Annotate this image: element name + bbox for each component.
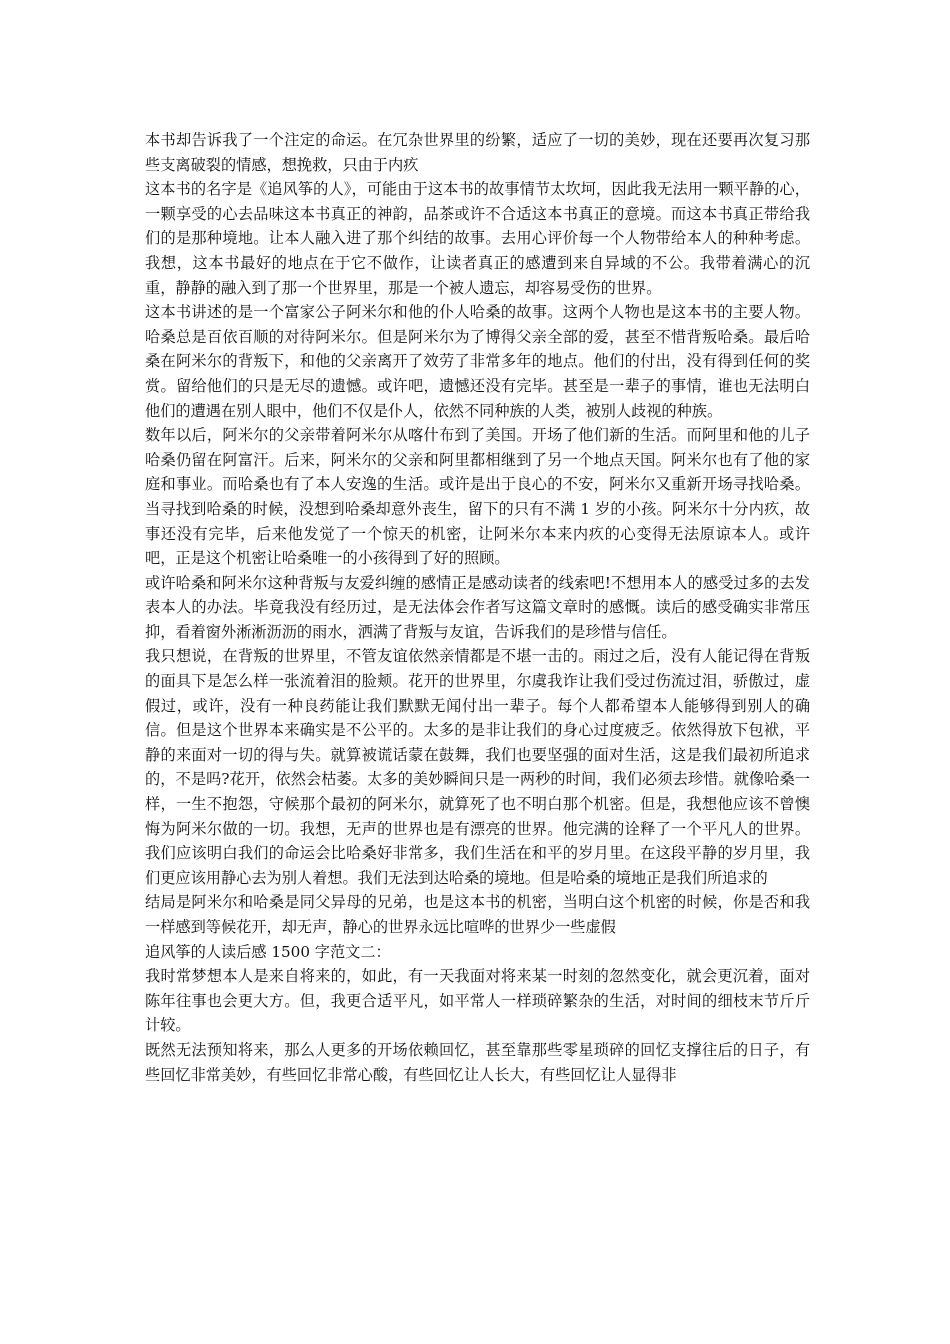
paragraph-1: 本书却告诉我了一个注定的命运。在冗杂世界里的纷繁，适应了一切的美妙，现在还要再次复习那些支离破裂的情感，想挽救，只由于内疚: [145, 131, 810, 174]
paragraph-2: 这本书的名字是《追风筝的人》，可能由于这本书的故事情节太坎坷，因此我无法用一颗平静的心，一颗享受的心去品味这本书真正的神韵，品茶或许不合适这本书真正的意境。而这本书真正带给我们的是那种境地。让本人融入进了那个纠结的故事。去用心评价每一个人物带给本人的种种考虑。我想，这本书最好的地点在于它不做作，让读者真正的感遭到来自异域的不公。我带着满心的沉重，静静的融入到了那一个世界里，那是一个被人遗忘，却容易受伤的世界。: [145, 180, 810, 297]
paragraph-4: 数年以后，阿米尔的父亲带着阿米尔从喀什布到了美国。开场了他们新的生活。而阿里和他的儿子哈桑仍留在阿富汗。后来，阿米尔的父亲和阿里都相继到了另一个地点天国。阿米尔也有了他的家庭和事业。而哈桑也有了本人安逸的生活。或许是出于良心的不安，阿米尔又重新开场寻找哈桑。当寻找到哈桑的时候，没想到哈桑却意外丧生，留下的只有不满 1 岁的小孩。阿米尔十分内疚，故事还没有完毕，后来他发觉了一个惊天的机密，让阿米尔本来内疚的心变得无法原谅本人。或许吧，正是这个机密让哈桑唯一的小孩得到了好的照顾。: [145, 426, 810, 568]
paragraph-6: 我只想说，在背叛的世界里，不管友谊依然亲情都是不堪一击的。雨过之后，没有人能记得在背叛的面具下是怎么样一张流着泪的脸颊。花开的世界里，尔虞我诈让我们受过伤流过泪，骄傲过，虚假过，或许，没有一种良药能让我们默默无闻付出一辈子。每个人都希望本人能够得到别人的确信。但是这个世界本来确实是不公平的。太多的是非让我们的身心过度疲乏。依然得放下包袱，平静的来面对一切的得与失。就算被谎话蒙在鼓舞，我们也要坚强的面对生活，这是我们最初所追求的，不是吗?花开，依然会枯萎。太多的美妙瞬间只是一两秒的时间，我们必须去珍惜。就像哈桑一样，一生不抱怨，守候那个最初的阿米尔，就算死了也不明白那个机密。但是，我想他应该不曾懊悔为阿米尔做的一切。我想，无声的世界也是有漂亮的世界。他完满的诠释了一个平凡人的世界。我们应该明白我们的命运会比哈桑好非常多，我们生活在和平的岁月里。在这段平静的岁月里，我们更应该用静心去为别人着想。我们无法到达哈桑的境地。但是哈桑的境地正是我们所追求的: [145, 647, 810, 887]
paragraph-8: 我时常梦想本人是来自将来的，如此，有一天我面对将来某一时刻的忽然变化，就会更沉着，面对陈年往事也会更大方。但，我更合适平凡，如平常人一样琐碎繁杂的生活，对时间的细枝末节斤斤计较。: [145, 967, 810, 1035]
document-body: [145, 128, 810, 1087]
paragraph-3: 这本书讲述的是一个富家公子阿米尔和他的仆人哈桑的故事。这两个人物也是这本书的主要人物。哈桑总是百依百顺的对待阿米尔。但是阿米尔为了博得父亲全部的爱，甚至不惜背叛哈桑。最后哈桑在阿米尔的背叛下，和他的父亲离开了效劳了非常多年的地点。他们的付出，没有得到任何的奖赏。留给他们的只是无尽的遗憾。或许吧，遗憾还没有完毕。甚至是一辈子的事情，谁也无法明白他们的遭遇在别人眼中，他们不仅是仆人，依然不同种族的人类，被别人歧视的种族。: [145, 303, 810, 420]
paragraph-7: 结局是阿米尔和哈桑是同父异母的兄弟，也是这本书的机密，当明白这个机密的时候，你是否和我一样感到等候花开，却无声，静心的世界永远比喧哗的世界少一些虚假: [145, 893, 810, 936]
paragraph-9: 既然无法预知将来，那么人更多的开场依赖回忆，甚至靠那些零星琐碎的回忆支撑往后的日子，有些回忆非常美妙，有些回忆非常心酸，有些回忆让人长大，有些回忆让人显得非: [145, 1040, 810, 1084]
paragraph-5: 或许哈桑和阿米尔这种背叛与友爱纠缠的感情正是感动读者的线索吧!不想用本人的感受过多的去发表本人的办法。毕竟我没有经历过，是无法体会作者写这篇文章时的感慨。读后的感受确实非常压抑，看着窗外淅淅沥沥的雨水，洒满了背叛与友谊，告诉我们的是珍惜与信任。: [145, 573, 810, 641]
section-heading: 追风筝的人读后感 1500 字范文二：: [145, 942, 391, 961]
